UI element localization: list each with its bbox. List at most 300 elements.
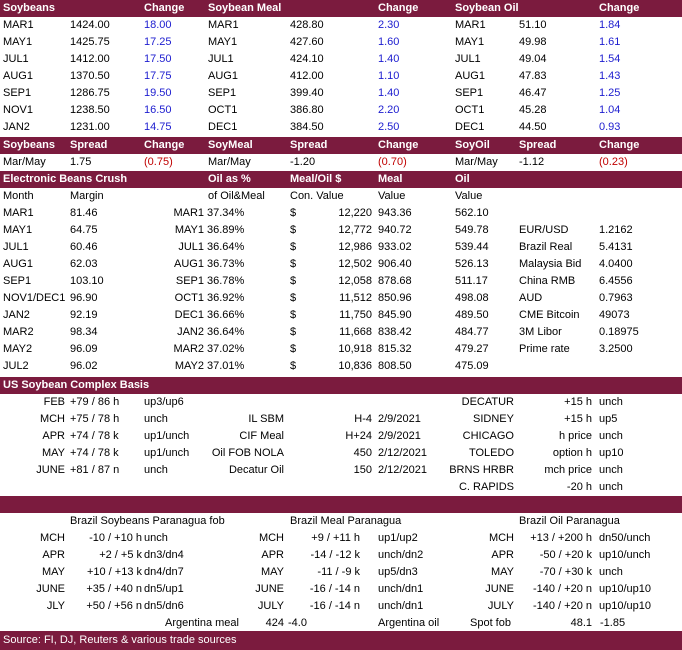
basis-change: unch (144, 464, 168, 476)
basis-month: JUNE (36, 464, 65, 476)
crush-con-value: 12,502 (338, 258, 372, 270)
spread-soybeans-heading: Soybeans (3, 139, 55, 151)
brazil-beans-heading: Brazil Soybeans Paranagua fob (70, 515, 225, 527)
basis-table (0, 377, 682, 496)
meal-change: 1.40 (378, 87, 400, 99)
market-indicator-value: 1.2162 (599, 224, 633, 236)
crush-margin: 81.46 (70, 207, 98, 219)
soybeans-change: 17.50 (144, 53, 172, 65)
crush-currency: $ (290, 241, 297, 253)
oil-month: DEC1 (455, 121, 485, 133)
spread-oil-change: (0.23) (599, 156, 628, 168)
crush-row (0, 341, 682, 358)
location-name: DECATUR (461, 396, 514, 408)
crush-margin: 62.03 (70, 258, 98, 270)
product-label: Decatur Oil (228, 464, 284, 476)
crush-row (0, 273, 682, 290)
crush-con-value: 11,668 (339, 326, 372, 338)
crush-meal-value: 933.02 (378, 241, 412, 253)
brazil-beans-quote: +2 / +5 k (99, 549, 142, 561)
brazil-beans-quote: +50 / +56 n (86, 600, 142, 612)
meal-price: 428.80 (290, 19, 324, 31)
crush-oil-month: JUL1 (178, 241, 204, 253)
soybeans-change: 19.50 (144, 87, 172, 99)
location-name: BRNS HRBR (449, 464, 514, 476)
soybeans-change: 17.75 (144, 70, 172, 82)
brazil-row (0, 564, 682, 581)
brazil-beans-change: unch (144, 532, 168, 544)
meal-month: AUG1 (208, 70, 238, 82)
location-quote: -20 h (566, 481, 592, 493)
crush-meal-value: 838.42 (378, 326, 412, 338)
brazil-beans-month: MCH (39, 532, 65, 544)
location-change: up10 (599, 447, 624, 459)
market-indicator-value: 0.7963 (599, 292, 633, 304)
brazil-meal-quote: -11 / -9 k (317, 566, 360, 578)
product-label: IL SBM (248, 413, 284, 425)
crush-oil-value: 498.08 (455, 292, 489, 304)
crush-meal-value: 845.90 (378, 309, 412, 321)
argentina-oil-label: Argentina oil (378, 617, 440, 629)
location-change: unch (599, 430, 623, 442)
spread-row (0, 154, 682, 171)
brazil-meal-month: JULY (257, 600, 284, 612)
crush-oil-month: MAR2 (173, 343, 204, 355)
crush-oil-month: MAY1 (174, 224, 204, 236)
oil-change-heading: Change (599, 2, 640, 14)
brazil-table (0, 513, 682, 632)
meal-change: 1.60 (378, 36, 400, 48)
soybeans-change: 14.75 (144, 121, 172, 133)
crush-meal-value: 878.68 (378, 275, 412, 287)
soybeans-month: MAR1 (3, 19, 34, 31)
spread-header (0, 137, 682, 154)
crush-margin: 96.09 (70, 343, 98, 355)
meal-price: 384.50 (290, 121, 324, 133)
crush-oil-value: 484.77 (455, 326, 489, 338)
crush-oil-pct: 36.78% (207, 275, 245, 287)
brazil-beans-quote: +10 / +13 k (86, 566, 142, 578)
market-indicator-value: 5.4131 (599, 241, 633, 253)
oil-price: 49.98 (519, 36, 547, 48)
soybeans-change: 16.50 (144, 104, 172, 116)
crush-month: NOV1/DEC1 (3, 292, 66, 304)
market-indicator-label: Brazil Real (519, 241, 573, 253)
brazil-meal-change: unch/dn1 (378, 583, 424, 595)
brazil-oil-change: up10/unch (599, 549, 651, 561)
basis-month: MCH (39, 413, 65, 425)
basis-header (0, 377, 682, 394)
oil-month: SEP1 (455, 87, 484, 99)
crush-meal-value: 906.40 (378, 258, 412, 270)
crush-title: Electronic Beans Crush (3, 173, 128, 185)
crush-meal-value: 943.36 (378, 207, 412, 219)
spread-oil-value: -1.12 (519, 156, 545, 168)
crush-oil-value: 479.27 (455, 343, 489, 355)
meal-price: 412.00 (290, 70, 324, 82)
crush-currency: $ (290, 224, 297, 236)
spread-meal-spread-heading: Spread (290, 139, 328, 151)
meal-change: 2.30 (378, 19, 400, 31)
product-label: CIF Meal (239, 430, 284, 442)
product-value: H-4 (354, 413, 372, 425)
market-indicator-label: AUD (519, 292, 543, 304)
crush-oil-heading: Oil (455, 173, 470, 185)
futures-row (0, 119, 682, 136)
basis-change: up3/up6 (144, 396, 184, 408)
brazil-oil-change: up10/up10 (599, 583, 651, 595)
product-value: 450 (353, 447, 372, 459)
crush-currency: $ (290, 207, 297, 219)
spread-soybeans-label: Mar/May (3, 156, 46, 168)
crush-meal-value: 940.72 (378, 224, 412, 236)
crush-oil-value-heading: Value (455, 190, 483, 202)
futures-row (0, 51, 682, 68)
soybeans-month: SEP1 (3, 87, 32, 99)
brazil-meal-quote: -14 / -12 k (310, 549, 360, 561)
brazil-meal-month: APR (261, 549, 284, 561)
argentina-row (0, 615, 682, 632)
location-name: C. RAPIDS (458, 481, 514, 493)
soybeans-month: JAN2 (3, 121, 30, 133)
crush-margin-heading: Margin (70, 190, 104, 202)
soybeans-price: 1370.50 (70, 70, 110, 82)
crush-oil-value: 511.17 (455, 275, 488, 287)
crush-currency: $ (290, 292, 297, 304)
market-indicator-value: 3.2500 (599, 343, 633, 355)
market-indicator-label: Malaysia Bid (519, 258, 582, 270)
crush-con-value: 12,986 (338, 241, 372, 253)
location-quote: h price (558, 430, 592, 442)
crush-oil-pct: 36.64% (207, 326, 245, 338)
basis-title: US Soybean Complex Basis (3, 379, 150, 391)
market-indicator-value: 6.4556 (599, 275, 633, 287)
soybeans-price: 1412.00 (70, 53, 110, 65)
crush-row (0, 239, 682, 256)
product-value: H+24 (345, 430, 372, 442)
oil-price: 51.10 (519, 19, 547, 31)
soybeans-price: 1425.75 (70, 36, 110, 48)
oil-month: AUG1 (455, 70, 485, 82)
soybeans-price: 1286.75 (70, 87, 110, 99)
oil-month: MAR1 (455, 19, 486, 31)
brazil-meal-month: MAY (260, 566, 284, 578)
spread-meal-heading: SoyMeal (208, 139, 253, 151)
spread-table (0, 137, 682, 171)
oil-heading: Soybean Oil (455, 2, 519, 14)
spread-soybeans-spread-heading: Spread (70, 139, 108, 151)
crush-oil-value: 562.10 (455, 207, 489, 219)
brazil-meal-change: up5/dn3 (378, 566, 418, 578)
crush-table (0, 171, 682, 375)
meal-heading: Soybean Meal (208, 2, 282, 14)
crush-oil-value: 475.09 (455, 360, 489, 372)
oil-change: 1.04 (599, 104, 621, 116)
crush-con-value: 11,512 (339, 292, 372, 304)
brazil-header (0, 513, 682, 530)
brazil-meal-heading: Brazil Meal Paranagua (290, 515, 402, 527)
crush-oil-pct: 37.02% (207, 343, 245, 355)
product-date: 2/12/2021 (378, 464, 427, 476)
brazil-oil-month: APR (491, 549, 514, 561)
basis-quote: +75 / 78 h (70, 413, 120, 425)
location-name: SIDNEY (473, 413, 514, 425)
crush-oil-month: SEP1 (175, 275, 204, 287)
crush-month: AUG1 (3, 258, 33, 270)
crush-oil-pct: 36.92% (207, 292, 245, 304)
oil-change: 1.54 (599, 53, 621, 65)
brazil-meal-quote: -16 / -14 n (309, 583, 360, 595)
crush-oil-month: MAY2 (174, 360, 204, 372)
crush-meal-value-heading: Value (378, 190, 406, 202)
basis-quote: +74 / 78 k (70, 430, 119, 442)
soybeans-month: AUG1 (3, 70, 33, 82)
soybeans-change: 18.00 (144, 19, 172, 31)
oil-change: 1.61 (599, 36, 621, 48)
brazil-beans-change: dn5/dn6 (144, 600, 184, 612)
basis-change: unch (144, 413, 168, 425)
location-change: unch (599, 464, 623, 476)
spread-oil-label: Mar/May (455, 156, 498, 168)
brazil-oil-change: dn50/unch (599, 532, 651, 544)
crush-margin: 96.90 (70, 292, 98, 304)
futures-row (0, 68, 682, 85)
crush-margin: 64.75 (70, 224, 98, 236)
crush-margin: 103.10 (70, 275, 104, 287)
futures-row (0, 102, 682, 119)
basis-row (0, 428, 682, 445)
market-indicator-label: EUR/USD (519, 224, 569, 236)
crush-row (0, 290, 682, 307)
market-indicator-value: 4.0400 (599, 258, 633, 270)
market-indicator-label: Prime rate (519, 343, 570, 355)
brazil-meal-month: JUNE (255, 583, 284, 595)
location-name: TOLEDO (468, 447, 514, 459)
oil-price: 44.50 (519, 121, 547, 133)
crush-currency: $ (290, 258, 297, 270)
crush-oil-pct: 36.64% (207, 241, 245, 253)
brazil-row (0, 581, 682, 598)
spread-soybeans-change: (0.75) (144, 156, 173, 168)
crush-oil-pct: 36.89% (207, 224, 245, 236)
basis-month: MAY (41, 447, 65, 459)
meal-price: 427.60 (290, 36, 324, 48)
crush-oil-month: AUG1 (174, 258, 204, 270)
meal-month: MAR1 (208, 19, 239, 31)
brazil-meal-month: MCH (258, 532, 284, 544)
market-indicator-value: 49073 (599, 309, 630, 321)
crush-oil-month: JAN2 (177, 326, 204, 338)
crush-month: JUL2 (3, 360, 29, 372)
crush-month: MAY2 (3, 343, 33, 355)
spread-meal-label: Mar/May (208, 156, 251, 168)
basis-month: FEB (43, 396, 65, 408)
soybeans-month: JUL1 (3, 53, 29, 65)
location-name: CHICAGO (462, 430, 514, 442)
crush-con-value: 12,058 (338, 275, 372, 287)
brazil-beans-quote: -10 / +10 h (89, 532, 142, 544)
brazil-row (0, 598, 682, 615)
crush-month: MAR2 (3, 326, 34, 338)
spread-meal-value: -1.20 (290, 156, 316, 168)
soybeans-change-heading: Change (144, 2, 185, 14)
brazil-beans-month: JUNE (36, 583, 65, 595)
oil-change: 1.84 (599, 19, 621, 31)
crush-currency: $ (290, 326, 297, 338)
soybeans-price: 1231.00 (70, 121, 110, 133)
crush-oil-meal-heading: of Oil&Meal (208, 190, 265, 202)
crush-margin: 96.02 (70, 360, 98, 372)
crush-header (0, 171, 682, 188)
brazil-row (0, 530, 682, 547)
crush-oil-pct: 37.01% (207, 360, 245, 372)
argentina-oil-value: 48.1 (570, 617, 592, 629)
oil-price: 47.83 (519, 70, 547, 82)
crush-margin: 92.19 (70, 309, 98, 321)
meal-change-heading: Change (378, 2, 419, 14)
crush-row (0, 358, 682, 375)
soybeans-price: 1424.00 (70, 19, 110, 31)
crush-month: JAN2 (3, 309, 30, 321)
spread-meal-change: (0.70) (378, 156, 407, 168)
argentina-oil-change: -1.85 (600, 617, 626, 629)
meal-change: 2.20 (378, 104, 400, 116)
brazil-oil-quote: -70 / +30 k (539, 566, 592, 578)
soybeans-month: MAY1 (3, 36, 33, 48)
meal-change: 1.40 (378, 53, 400, 65)
brazil-meal-quote: +9 / +11 h (311, 532, 360, 544)
brazil-beans-month: APR (42, 549, 65, 561)
location-change: unch (599, 396, 623, 408)
futures-table (0, 0, 682, 136)
location-quote: option h (552, 447, 592, 459)
crush-oil-value: 526.13 (455, 258, 489, 270)
crush-meal-value: 850.96 (378, 292, 412, 304)
crush-meal-heading: Meal (378, 173, 403, 185)
crush-currency: $ (290, 360, 297, 372)
crush-month: SEP1 (3, 275, 32, 287)
product-date: 2/9/2021 (378, 430, 421, 442)
crush-meal-value: 808.50 (378, 360, 412, 372)
brazil-oil-month: MAY (490, 566, 514, 578)
meal-price: 386.80 (290, 104, 324, 116)
meal-month: JUL1 (208, 53, 234, 65)
crush-con-value: 12,220 (338, 207, 372, 219)
spread-soybeans-change-heading: Change (144, 139, 185, 151)
basis-change: up1/unch (144, 430, 190, 442)
basis-quote: +74 / 78 k (70, 447, 119, 459)
crush-con-value: 12,772 (338, 224, 372, 236)
brazil-oil-quote: +13 / +200 h (530, 532, 592, 544)
market-indicator-label: CME Bitcoin (519, 309, 580, 321)
spread-meal-change-heading: Change (378, 139, 419, 151)
meal-month: DEC1 (208, 121, 238, 133)
source-footer (0, 631, 682, 650)
argentina-meal-value: 424 (265, 617, 284, 629)
crush-con-value: 10,918 (338, 343, 372, 355)
product-value: 150 (353, 464, 372, 476)
soybeans-heading: Soybeans (3, 2, 55, 14)
crush-row (0, 307, 682, 324)
crush-currency: $ (290, 343, 297, 355)
oil-month: OCT1 (455, 104, 485, 116)
meal-price: 399.40 (290, 87, 324, 99)
crush-oil-value: 549.78 (455, 224, 489, 236)
brazil-oil-month: JULY (487, 600, 514, 612)
location-quote: +15 h (564, 413, 592, 425)
brazil-beans-change: dn4/dn7 (144, 566, 184, 578)
location-change: up5 (599, 413, 618, 425)
market-indicator-label: 3M Libor (519, 326, 562, 338)
brazil-meal-quote: -16 / -14 n (309, 600, 360, 612)
brazil-beans-month: MAY (41, 566, 65, 578)
spread-oil-heading: SoyOil (455, 139, 490, 151)
oil-change: 0.93 (599, 121, 621, 133)
crush-oil-month: DEC1 (174, 309, 204, 321)
crush-oil-month: MAR1 (173, 207, 204, 219)
basis-change: up1/unch (144, 447, 190, 459)
crush-oil-pct: 36.66% (207, 309, 245, 321)
brazil-beans-change: dn3/dn4 (144, 549, 184, 561)
product-date: 2/12/2021 (378, 447, 427, 459)
crush-margin: 60.46 (70, 241, 98, 253)
spread-soybeans-value: 1.75 (70, 156, 92, 168)
brazil-oil-month: MCH (488, 532, 514, 544)
basis-row (0, 479, 682, 496)
meal-price: 424.10 (290, 53, 324, 65)
crush-con-value-heading: Con. Value (290, 190, 344, 202)
crush-row (0, 222, 682, 239)
soybeans-change: 17.25 (144, 36, 172, 48)
brazil-row (0, 547, 682, 564)
oil-price: 45.28 (519, 104, 547, 116)
crush-subheader (0, 188, 682, 205)
crush-con-value: 10,836 (338, 360, 372, 372)
crush-con-value: 11,750 (339, 309, 372, 321)
brazil-meal-change: up1/up2 (378, 532, 418, 544)
crush-meal-value: 815.32 (378, 343, 412, 355)
argentina-meal-change: -4.0 (288, 617, 307, 629)
crush-oil-pct: 37.34% (207, 207, 245, 219)
brazil-oil-quote: -140 / +20 n (532, 600, 592, 612)
oil-price: 49.04 (519, 53, 547, 65)
meal-change: 1.10 (378, 70, 400, 82)
brazil-oil-heading: Brazil Oil Paranagua (519, 515, 620, 527)
basis-row (0, 411, 682, 428)
brazil-meal-change: unch/dn2 (378, 549, 424, 561)
crush-oil-pct: 36.73% (207, 258, 245, 270)
brazil-oil-change: unch (599, 566, 623, 578)
crush-row (0, 324, 682, 341)
meal-month: OCT1 (208, 104, 238, 116)
basis-quote: +79 / 86 h (70, 396, 120, 408)
crush-month: JUL1 (3, 241, 29, 253)
crush-currency: $ (290, 275, 297, 287)
brazil-oil-month: JUNE (485, 583, 514, 595)
soybeans-price: 1238.50 (70, 104, 110, 116)
basis-month: APR (42, 430, 65, 442)
basis-row (0, 462, 682, 479)
oil-change: 1.43 (599, 70, 621, 82)
crush-currency: $ (290, 309, 297, 321)
crush-oil-pct-heading: Oil as % (208, 173, 251, 185)
product-date: 2/9/2021 (378, 413, 421, 425)
market-indicator-value: 0.18975 (599, 326, 639, 338)
crush-oil-month: OCT1 (174, 292, 204, 304)
brazil-beans-quote: +35 / +40 n (86, 583, 142, 595)
crush-month: MAY1 (3, 224, 33, 236)
crush-month-heading: Month (3, 190, 34, 202)
